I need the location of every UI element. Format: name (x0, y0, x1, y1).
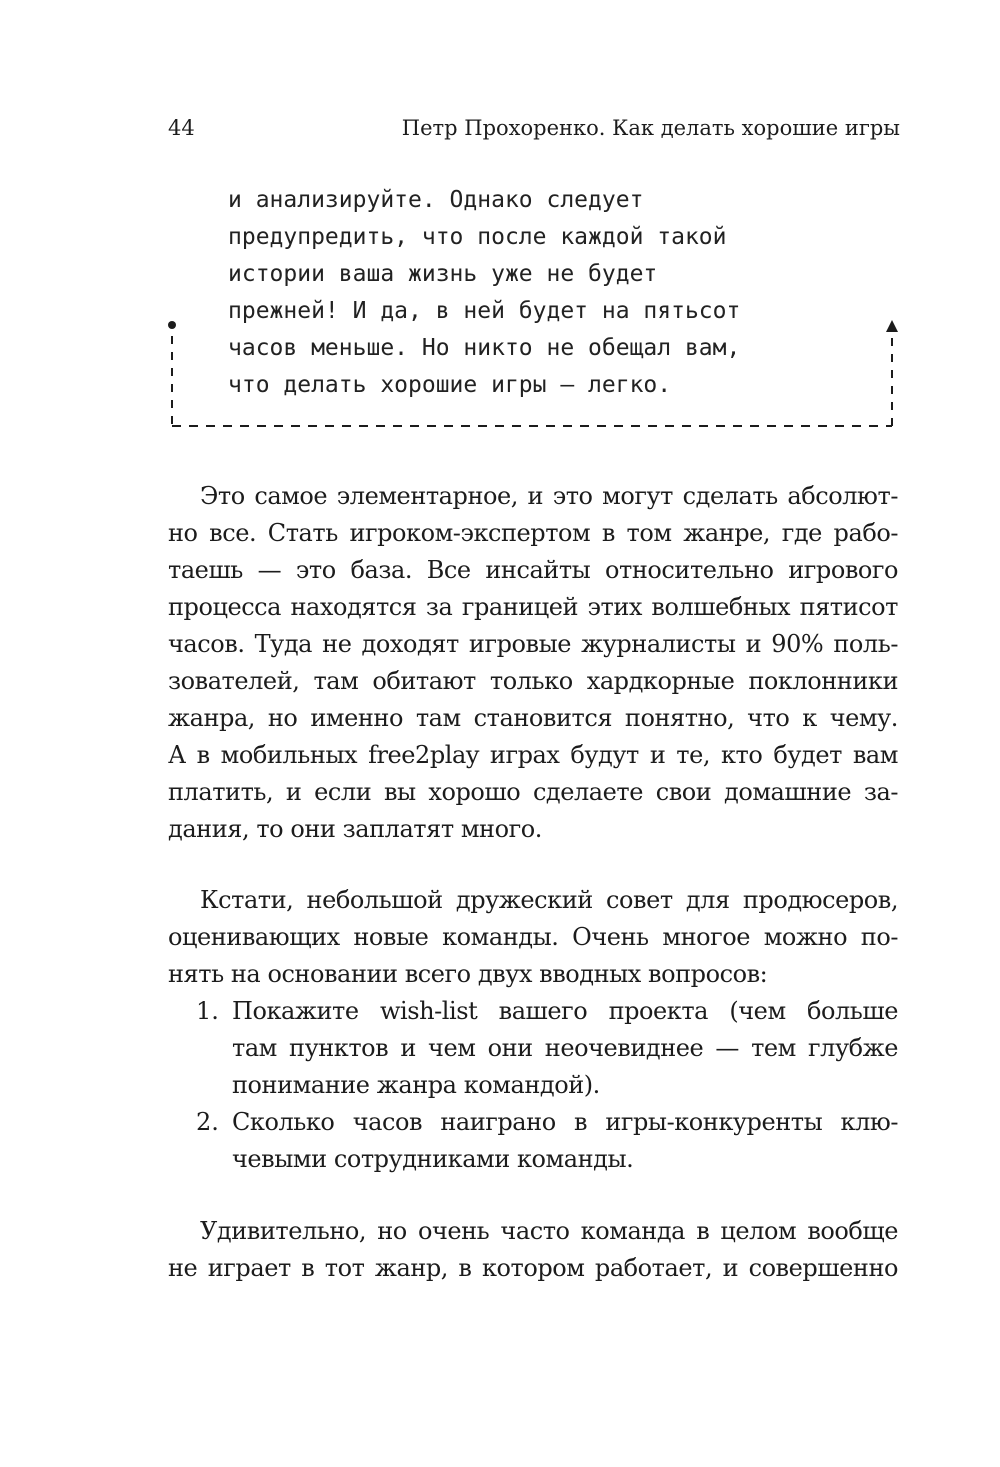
arrow-up-icon (886, 320, 898, 332)
running-header: Петр Прохоренко. Как делать хорошие игры (401, 116, 900, 140)
text-line: Покажите wish-list вашего проекта (чем больше (232, 997, 898, 1025)
page-number: 44 (168, 116, 195, 140)
callout-line: часов меньше. Но никто не обещал вам, (228, 335, 741, 361)
text-line: зователей, там обитают только хардкорные поклонники (168, 667, 898, 695)
text-line: понимание жанра командой). (232, 1071, 600, 1099)
frame-start-dot-icon (168, 321, 176, 329)
text-line: А в мобильных free2play играх будут и те, кто будет вам (168, 741, 898, 769)
callout-line: и анализируйте. Однако следует (228, 187, 644, 213)
text-line: Кстати, небольшой дружеский совет для продюсеров, (200, 886, 898, 914)
text-line: жанра, но именно там становится понятно, что к чему. (168, 704, 898, 732)
text-line: Это самое элементарное, и это могут сделать абсолют- (200, 482, 898, 510)
list-item-1 (196, 993, 898, 1104)
text-line: Сколько часов наиграно в игры-конкуренты клю- (232, 1108, 898, 1136)
text-line: оценивающих новые команды. Очень многое можно по- (168, 923, 898, 951)
paragraph-2 (168, 882, 898, 993)
callout-line: предупредить, что после каждой такой (228, 224, 727, 250)
list-item-2 (196, 1104, 898, 1178)
text-line: Удивительно, но очень часто команда в целом вообще (200, 1217, 898, 1245)
callout-line: что делать хорошие игры — легко. (228, 372, 672, 398)
list-number: 1. (196, 997, 219, 1025)
text-line: процесса находятся за границей этих волшебных пятисот (168, 593, 898, 621)
paragraph-3 (168, 1213, 898, 1287)
text-line: платить, и если вы хорошо сделаете свои домашние за- (168, 778, 898, 806)
text-line: чевыми сотрудниками команды. (232, 1145, 634, 1173)
text-line: не играет в тот жанр, в котором работает, и совершенно (168, 1254, 898, 1282)
text-line: часов. Туда не доходят игровые журналисты и 90% поль- (168, 630, 898, 658)
callout-line: прежней! И да, в ней будет на пятьсот (228, 298, 741, 324)
text-line: таешь — это база. Все инсайты относительно игрового (168, 556, 898, 584)
callout-dashed-frame (160, 310, 905, 440)
callout-line: истории ваша жизнь уже не будет (228, 261, 658, 287)
text-line: нять на основании всего двух вводных вопросов: (168, 960, 768, 988)
paragraph-1 (168, 478, 898, 848)
text-line: но все. Стать игроком-экспертом в том жанре, где рабо- (168, 519, 898, 547)
text-line: там пунктов и чем они неочевиднее — тем глубже (232, 1034, 898, 1062)
list-number: 2. (196, 1108, 219, 1136)
text-line: дания, то они заплатят много. (168, 815, 542, 843)
